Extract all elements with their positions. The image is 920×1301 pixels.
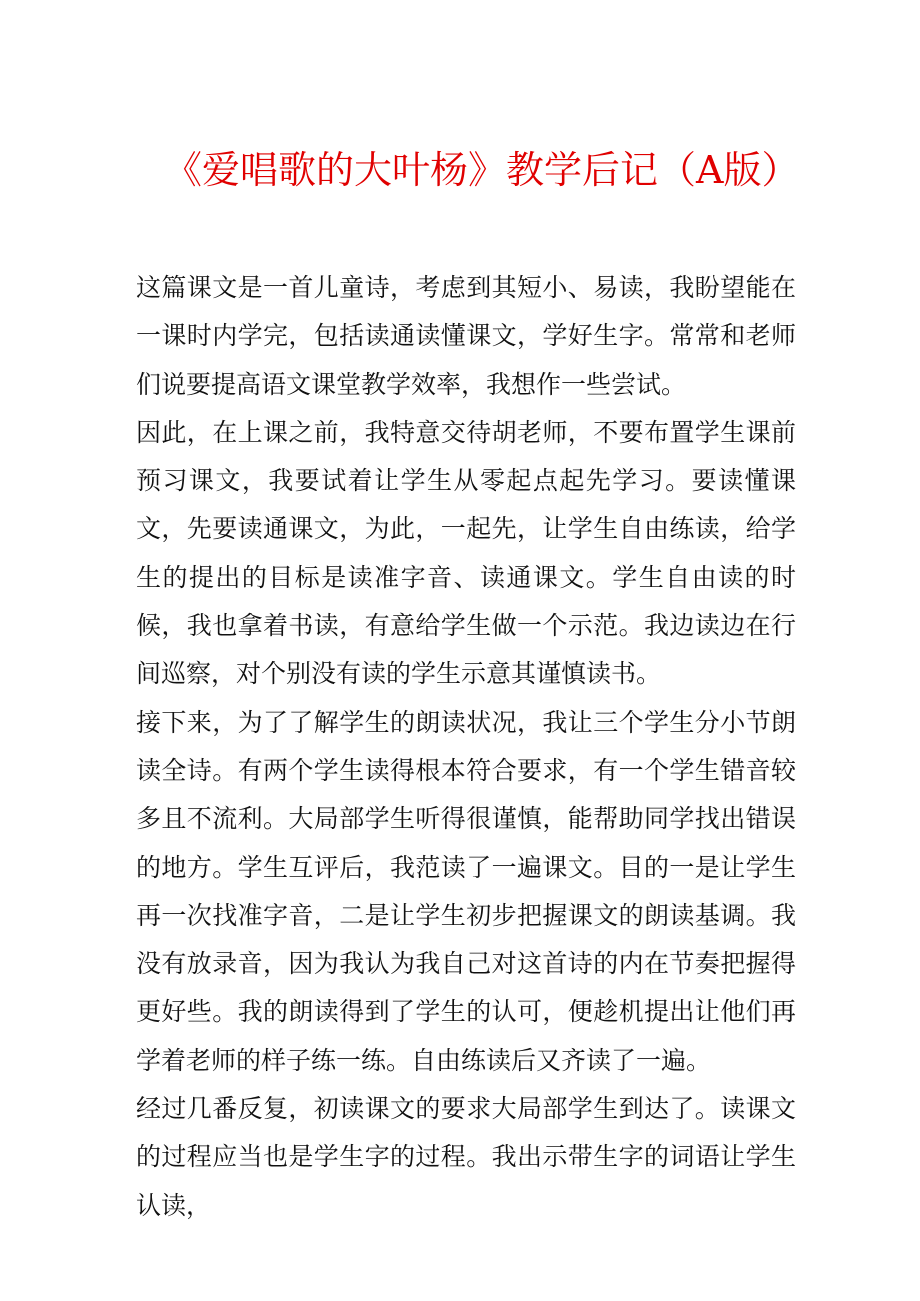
document-title: 《爱唱歌的大叶杨》教学后记（A版）: [164, 148, 800, 192]
paragraph-2: 因此，在上课之前，我特意交待胡老师，不要布置学生课前预习课文，我要试着让学生从零起点起先学习。要读懂课文，先要读通课文，为此，一起先，让学生自由练读，给学生的提出的目标是读准字音、读通课文。学生自由读的时候，我也拿着书读，有意给学生做一个示范。我边读边在行间巡察，对个别没有读的学生示意其谨慎读书。: [136, 417, 796, 689]
paragraph-1: 这篇课文是一首儿童诗，考虑到其短小、易读，我盼望能在一课时内学完，包括读通读懂课文，学好生字。常常和老师们说要提高语文课堂教学效率，我想作一些尝试。: [136, 273, 796, 399]
paragraph-3: 接下来，为了了解学生的朗读状况，我让三个学生分小节朗读全诗。有两个学生读得根本符合要求，有一个学生错音较多且不流利。大局部学生听得很谨慎，能帮助同学找出错误的地方。学生互评后，我范读了一遍课文。目的一是让学生再一次找准字音，二是让学生初步把握课文的朗读基调。我没有放录音，因为我认为我自己对这首诗的内在节奏把握得更好些。我的朗读得到了学生的认可，便趁机提出让他们再学着老师的样子练一练。自由练读后又齐读了一遍。: [136, 707, 796, 1075]
paragraph-4: 经过几番反复，初读课文的要求大局部学生到达了。读课文的过程应当也是学生字的过程。我出示带生字的词语让学生认读，: [136, 1094, 796, 1220]
document-body: [136, 264, 796, 1230]
